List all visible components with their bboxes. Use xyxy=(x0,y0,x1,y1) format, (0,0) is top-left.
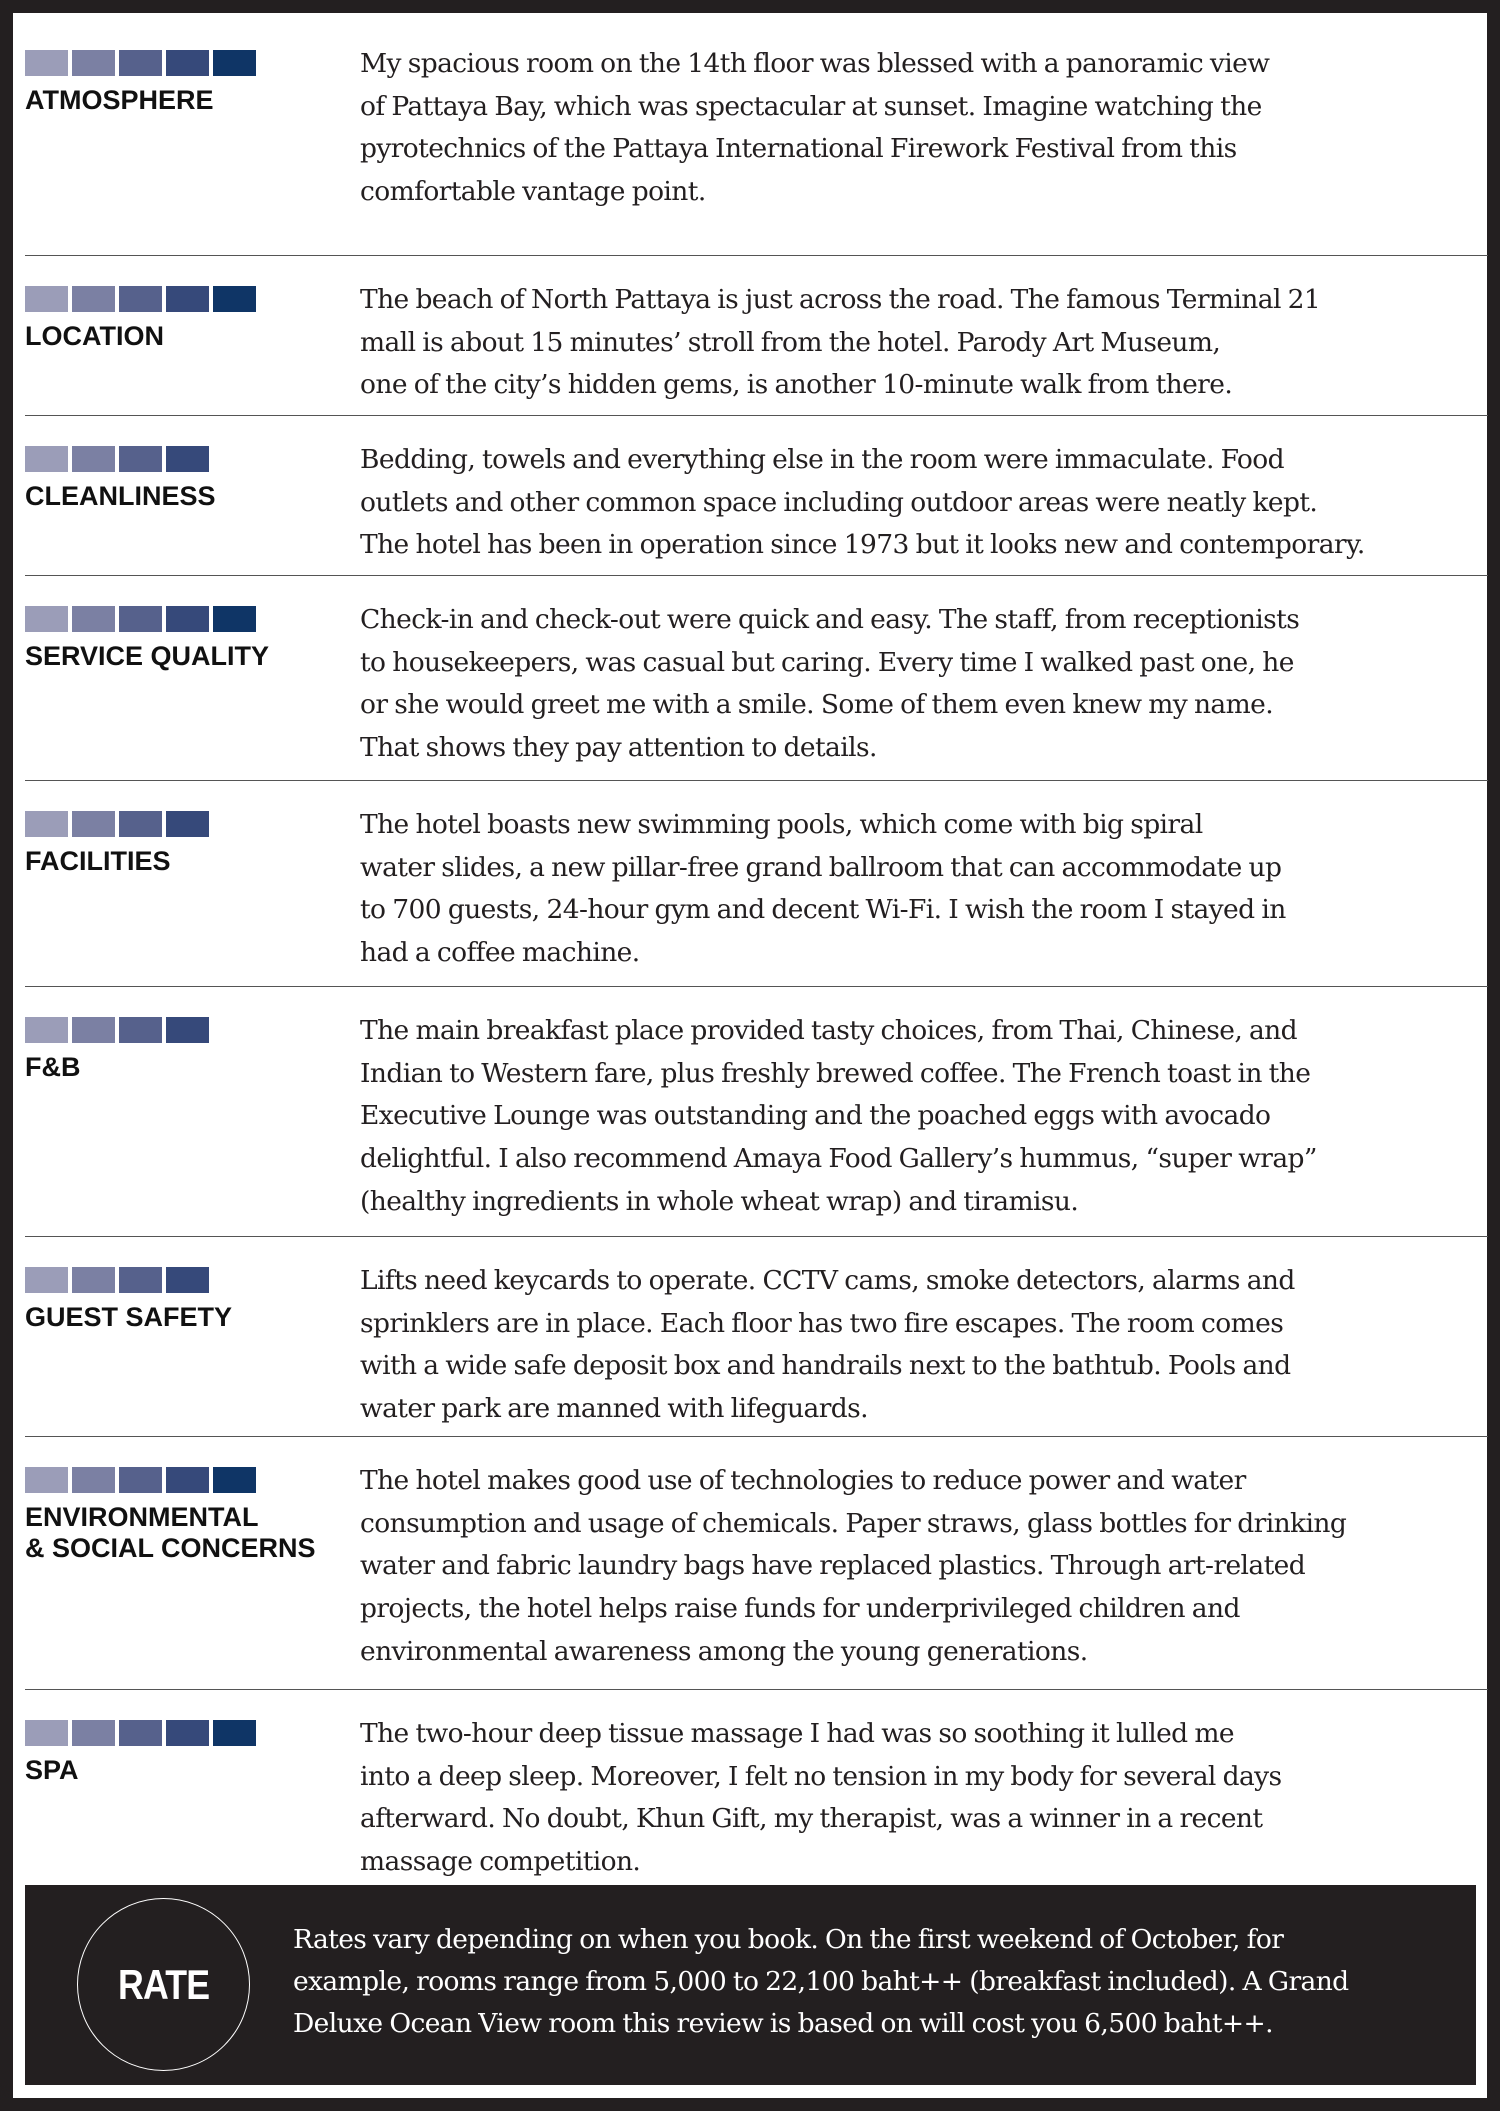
rating-bar xyxy=(72,606,115,632)
category-review-text: Lifts need keycards to operate. CCTV cams, smoke detectors, alarms and sprinklers are in place. Each floor has two fire escapes. The room comes with a wide safe deposit box and handrails next to the bathtub. Pools and water park are manned with lifeguards. xyxy=(360,1265,1295,1425)
category-label: ENVIRONMENTAL & SOCIAL CONCERNS xyxy=(25,1502,316,1563)
rating-bar xyxy=(166,1467,209,1493)
rating-row xyxy=(25,256,1488,416)
rating-bar xyxy=(166,1017,209,1043)
rating-column xyxy=(25,1460,360,1564)
rating-bars xyxy=(25,1267,360,1293)
rating-column xyxy=(25,439,360,512)
rating-column xyxy=(25,1260,360,1333)
rating-column xyxy=(25,804,360,877)
rating-column xyxy=(25,279,360,352)
rate-text: Rates vary depending on when you book. On the first weekend of October, for example, rooms range from 5,000 to 22,100 baht++ (breakfast included). A Grand Deluxe Ocean View room this review is based on will cost you 6,500 baht++. xyxy=(293,1924,1349,2039)
rating-row xyxy=(25,43,1488,256)
rating-bar xyxy=(25,606,68,632)
rating-row xyxy=(25,576,1488,781)
review-card xyxy=(13,13,1487,2098)
category-review-text: The two-hour deep tissue massage I had was so soothing it lulled me into a deep sleep. Moreover, I felt no tension in my body for several days afterward. No doubt, Khun Gift, my therapist, was a winner in a recent massage competition. xyxy=(360,1718,1282,1878)
category-label: LOCATION xyxy=(25,321,164,351)
category-label: SPA xyxy=(25,1755,79,1785)
rating-column xyxy=(25,1010,360,1083)
rating-row xyxy=(25,781,1488,987)
ratings-list xyxy=(25,43,1488,1878)
rating-bar xyxy=(166,50,209,76)
rating-bars xyxy=(25,811,360,837)
rating-bar xyxy=(119,286,162,312)
rate-box xyxy=(25,1885,1476,2085)
rating-column xyxy=(25,599,360,672)
category-review-text: The main breakfast place provided tasty choices, from Thai, Chinese, and Indian to Western fare, plus freshly brewed coffee. The French toast in the Executive Lounge was outstanding and the poached eggs with avocado delightful. I also recommend Amaya Food Gallery’s hummus, “super wrap” (healthy ingredients in whole wheat wrap) and tiramisu. xyxy=(360,1015,1317,1217)
rating-bars xyxy=(25,50,360,76)
rating-bar xyxy=(213,286,256,312)
rating-bar xyxy=(119,1720,162,1746)
category-review-text: My spacious room on the 14th floor was blessed with a panoramic view of Pattaya Bay, which was spectacular at sunset. Imagine watching the pyrotechnics of the Pattaya International Firework Festival from this comfortable vantage point. xyxy=(360,48,1270,208)
rating-bar xyxy=(72,286,115,312)
rating-bar xyxy=(166,1267,209,1293)
rating-row xyxy=(25,1690,1488,1878)
rating-bar xyxy=(166,606,209,632)
category-review-text: The beach of North Pattaya is just across the road. The famous Terminal 21 mall is about 15 minutes’ stroll from the hotel. Parody Art Museum, one of the city’s hidden gems, is another 10-minute walk from there. xyxy=(360,284,1321,401)
rating-bar xyxy=(25,446,68,472)
category-label: F&B xyxy=(25,1052,81,1082)
category-label: SERVICE QUALITY xyxy=(25,641,270,671)
rate-title: RATE xyxy=(117,1960,210,2008)
rate-circle xyxy=(77,1898,250,2071)
category-review-text: The hotel makes good use of technologies to reduce power and water consumption and usage of chemicals. Paper straws, glass bottles for drinking water and fabric laundry bags have replaced plastics. Through art-related projects, the hotel helps raise funds for underprivileged children and environmental awareness among the young generations. xyxy=(360,1465,1347,1667)
rating-bar xyxy=(213,50,256,76)
rating-bar xyxy=(72,1017,115,1043)
category-review-text: Check-in and check-out were quick and easy. The staff, from receptionists to housekeepers, was casual but caring. Every time I walked past one, he or she would greet me with a smile. Some of them even knew my name. That shows they pay attention to details. xyxy=(360,604,1300,764)
rating-bar xyxy=(119,1467,162,1493)
rating-bar xyxy=(213,1720,256,1746)
rating-bar xyxy=(119,50,162,76)
rating-bar xyxy=(25,50,68,76)
rating-row xyxy=(25,416,1488,576)
category-label: CLEANLINESS xyxy=(25,481,216,511)
rating-bar xyxy=(72,1467,115,1493)
rating-row xyxy=(25,987,1488,1237)
rating-bar xyxy=(166,1720,209,1746)
rating-bar xyxy=(166,446,209,472)
rating-column xyxy=(25,43,360,116)
rating-bar xyxy=(72,811,115,837)
category-label: GUEST SAFETY xyxy=(25,1302,233,1332)
category-review-text: The hotel boasts new swimming pools, which come with big spiral water slides, a new pillar-free grand ballroom that can accommodate up to 700 guests, 24-hour gym and decent Wi-Fi. I wish the room I stayed in had a coffee machine. xyxy=(360,809,1286,969)
rating-bar xyxy=(119,811,162,837)
rating-bar xyxy=(213,606,256,632)
rating-bar xyxy=(72,50,115,76)
rating-bars xyxy=(25,1467,360,1493)
rating-bars xyxy=(25,286,360,312)
rating-bar xyxy=(25,1017,68,1043)
category-review-text: Bedding, towels and everything else in the room were immaculate. Food outlets and other common space including outdoor areas were neatly kept. The hotel has been in operation since 1973 but it looks new and contemporary. xyxy=(360,444,1365,561)
rating-bar xyxy=(166,811,209,837)
rating-bars xyxy=(25,1017,360,1043)
rating-bar xyxy=(166,286,209,312)
rating-bars xyxy=(25,1720,360,1746)
rating-bar xyxy=(25,1467,68,1493)
rating-bar xyxy=(119,606,162,632)
rating-row xyxy=(25,1437,1488,1690)
category-label: ATMOSPHERE xyxy=(25,85,214,115)
rating-bar xyxy=(25,1267,68,1293)
rating-bars xyxy=(25,446,360,472)
rating-column xyxy=(25,1713,360,1786)
rating-bar xyxy=(119,1267,162,1293)
rating-bars xyxy=(25,606,360,632)
rating-bar xyxy=(119,1017,162,1043)
rating-bar xyxy=(72,1267,115,1293)
rating-bar xyxy=(72,1720,115,1746)
category-label: FACILITIES xyxy=(25,846,171,876)
rating-bar xyxy=(25,286,68,312)
rating-bar xyxy=(119,446,162,472)
rating-bar xyxy=(25,1720,68,1746)
rating-bar xyxy=(25,811,68,837)
rating-row xyxy=(25,1237,1488,1437)
rating-bar xyxy=(72,446,115,472)
rating-bar xyxy=(213,1467,256,1493)
